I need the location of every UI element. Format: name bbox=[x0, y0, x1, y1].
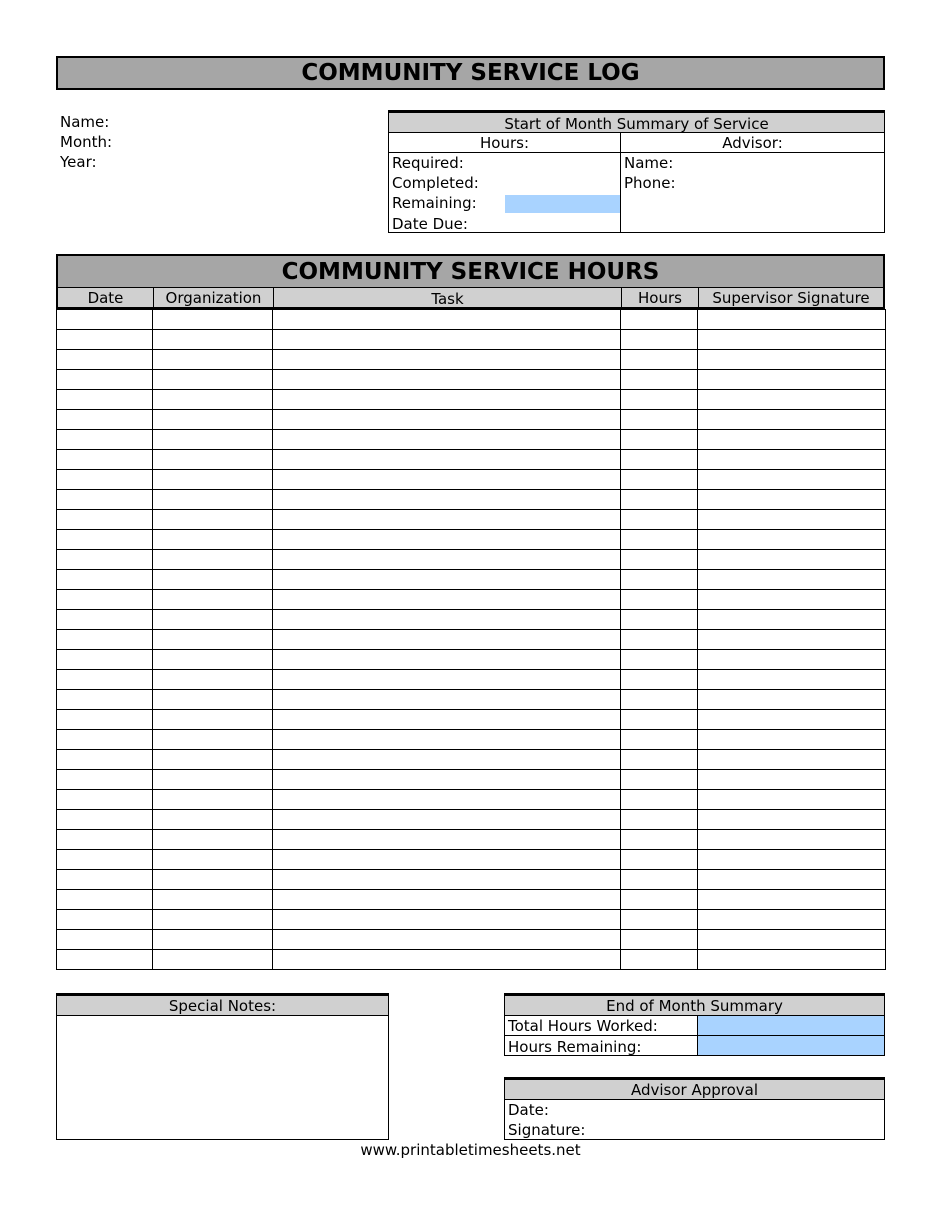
date-cell[interactable] bbox=[57, 710, 153, 730]
supervisor-signature-cell[interactable] bbox=[698, 470, 886, 490]
column-header-hours: Hours bbox=[622, 288, 699, 307]
hours-cell[interactable] bbox=[621, 590, 698, 610]
hours-cell[interactable] bbox=[621, 370, 698, 390]
hours-cell[interactable] bbox=[621, 450, 698, 470]
organization-cell[interactable] bbox=[153, 770, 273, 790]
table-row bbox=[57, 690, 886, 710]
task-cell[interactable] bbox=[273, 690, 621, 710]
supervisor-signature-cell[interactable] bbox=[698, 310, 886, 330]
completed-label: Completed: bbox=[392, 174, 479, 192]
hours-cell[interactable] bbox=[621, 630, 698, 650]
column-header-supervisor-signature: Supervisor Signature bbox=[712, 289, 870, 307]
end-summary-title: End of Month Summary bbox=[505, 994, 884, 1016]
organization-cell[interactable] bbox=[153, 530, 273, 550]
table-row bbox=[57, 630, 886, 650]
table-row bbox=[57, 450, 886, 470]
organization-cell[interactable] bbox=[153, 710, 273, 730]
supervisor-signature-cell[interactable] bbox=[698, 930, 886, 950]
hours-remaining-field[interactable] bbox=[698, 1036, 884, 1055]
footer-url[interactable]: www.printabletimesheets.net bbox=[360, 1141, 581, 1159]
date-cell[interactable] bbox=[57, 330, 153, 350]
hours-cell[interactable] bbox=[621, 310, 698, 330]
table-row bbox=[57, 470, 886, 490]
task-cell[interactable] bbox=[273, 830, 621, 850]
date-cell[interactable] bbox=[57, 850, 153, 870]
hours-cell[interactable] bbox=[621, 570, 698, 590]
organization-cell[interactable] bbox=[153, 490, 273, 510]
table-row bbox=[57, 650, 886, 670]
date-cell[interactable] bbox=[57, 930, 153, 950]
table-row bbox=[57, 550, 886, 570]
advisor-subheader: Advisor: bbox=[621, 133, 884, 153]
table-row bbox=[57, 890, 886, 910]
supervisor-signature-cell[interactable] bbox=[698, 430, 886, 450]
table-row bbox=[57, 870, 886, 890]
organization-cell[interactable] bbox=[153, 670, 273, 690]
supervisor-signature-cell[interactable] bbox=[698, 390, 886, 410]
organization-cell[interactable] bbox=[153, 630, 273, 650]
hours-cell[interactable] bbox=[621, 830, 698, 850]
table-row bbox=[57, 330, 886, 350]
task-cell[interactable] bbox=[273, 510, 621, 530]
date-cell[interactable] bbox=[57, 750, 153, 770]
supervisor-signature-cell[interactable] bbox=[698, 910, 886, 930]
task-cell[interactable] bbox=[273, 530, 621, 550]
hours-cell[interactable] bbox=[621, 730, 698, 750]
date-cell[interactable] bbox=[57, 870, 153, 890]
hours-cell[interactable] bbox=[621, 890, 698, 910]
task-cell[interactable] bbox=[273, 470, 621, 490]
supervisor-signature-cell[interactable] bbox=[698, 330, 886, 350]
advisor-approval-title: Advisor Approval bbox=[505, 1078, 884, 1100]
supervisor-signature-cell[interactable] bbox=[698, 950, 886, 970]
hours-cell[interactable] bbox=[621, 950, 698, 970]
column-header-organization: Organization bbox=[154, 288, 274, 307]
date-cell[interactable] bbox=[57, 610, 153, 630]
date-cell[interactable] bbox=[57, 430, 153, 450]
task-cell[interactable] bbox=[273, 750, 621, 770]
task-cell[interactable] bbox=[273, 350, 621, 370]
organization-cell[interactable] bbox=[153, 610, 273, 630]
task-cell[interactable] bbox=[273, 370, 621, 390]
table-row bbox=[57, 750, 886, 770]
task-cell[interactable] bbox=[273, 850, 621, 870]
table-row bbox=[57, 710, 886, 730]
supervisor-signature-cell[interactable] bbox=[698, 570, 886, 590]
table-row bbox=[57, 790, 886, 810]
organization-cell[interactable] bbox=[153, 330, 273, 350]
organization-cell[interactable] bbox=[153, 370, 273, 390]
hours-cell[interactable] bbox=[621, 350, 698, 370]
hours-cell[interactable] bbox=[621, 930, 698, 950]
supervisor-signature-cell[interactable] bbox=[698, 350, 886, 370]
organization-cell[interactable] bbox=[153, 950, 273, 970]
task-cell[interactable] bbox=[273, 610, 621, 630]
start-summary-title: Start of Month Summary of Service bbox=[389, 111, 884, 133]
task-cell[interactable] bbox=[273, 790, 621, 810]
hours-cell[interactable] bbox=[621, 850, 698, 870]
task-cell[interactable] bbox=[273, 710, 621, 730]
hours-section-title: COMMUNITY SERVICE HOURS bbox=[56, 254, 885, 288]
task-cell[interactable] bbox=[273, 430, 621, 450]
organization-cell[interactable] bbox=[153, 830, 273, 850]
hours-cell[interactable] bbox=[621, 810, 698, 830]
date-due-label: Date Due: bbox=[392, 215, 468, 233]
date-cell[interactable] bbox=[57, 630, 153, 650]
table-row bbox=[57, 670, 886, 690]
date-cell[interactable] bbox=[57, 770, 153, 790]
date-cell[interactable] bbox=[57, 670, 153, 690]
hours-cell[interactable] bbox=[621, 410, 698, 430]
remaining-field[interactable] bbox=[505, 195, 620, 213]
hours-cell[interactable] bbox=[621, 430, 698, 450]
supervisor-signature-cell[interactable] bbox=[698, 410, 886, 430]
table-row bbox=[57, 830, 886, 850]
organization-cell[interactable] bbox=[153, 390, 273, 410]
task-cell[interactable] bbox=[273, 870, 621, 890]
hours-subheader: Hours: bbox=[389, 133, 621, 153]
hours-cell[interactable] bbox=[621, 690, 698, 710]
supervisor-signature-cell[interactable] bbox=[698, 670, 886, 690]
supervisor-signature-cell[interactable] bbox=[698, 730, 886, 750]
date-cell[interactable] bbox=[57, 650, 153, 670]
organization-cell[interactable] bbox=[153, 350, 273, 370]
supervisor-signature-cell[interactable] bbox=[698, 490, 886, 510]
supervisor-signature-cell[interactable] bbox=[698, 870, 886, 890]
supervisor-signature-cell[interactable] bbox=[698, 830, 886, 850]
hours-cell[interactable] bbox=[621, 510, 698, 530]
supervisor-signature-cell[interactable] bbox=[698, 710, 886, 730]
special-notes-title: Special Notes: bbox=[57, 994, 388, 1016]
supervisor-signature-cell[interactable] bbox=[698, 750, 886, 770]
date-cell[interactable] bbox=[57, 810, 153, 830]
organization-cell[interactable] bbox=[153, 470, 273, 490]
table-row bbox=[57, 490, 886, 510]
task-cell[interactable] bbox=[273, 630, 621, 650]
task-cell[interactable] bbox=[273, 310, 621, 330]
task-cell[interactable] bbox=[273, 770, 621, 790]
task-cell[interactable] bbox=[273, 930, 621, 950]
date-cell[interactable] bbox=[57, 390, 153, 410]
end-summary-box bbox=[504, 993, 885, 1056]
hours-cell[interactable] bbox=[621, 770, 698, 790]
date-cell[interactable] bbox=[57, 950, 153, 970]
hours-cell[interactable] bbox=[621, 470, 698, 490]
hours-cell[interactable] bbox=[621, 870, 698, 890]
table-row bbox=[57, 430, 886, 450]
supervisor-signature-cell[interactable] bbox=[698, 370, 886, 390]
table-row bbox=[57, 950, 886, 970]
supervisor-signature-cell[interactable] bbox=[698, 850, 886, 870]
date-cell[interactable] bbox=[57, 890, 153, 910]
organization-cell[interactable] bbox=[153, 930, 273, 950]
hours-cell[interactable] bbox=[621, 490, 698, 510]
task-cell[interactable] bbox=[273, 670, 621, 690]
advisor-phone-label: Phone: bbox=[624, 174, 676, 192]
date-cell[interactable] bbox=[57, 550, 153, 570]
organization-cell[interactable] bbox=[153, 690, 273, 710]
task-cell[interactable] bbox=[273, 590, 621, 610]
organization-cell[interactable] bbox=[153, 650, 273, 670]
hours-cell[interactable] bbox=[621, 610, 698, 630]
task-cell[interactable] bbox=[273, 450, 621, 470]
table-row bbox=[57, 930, 886, 950]
year-label: Year: bbox=[60, 153, 97, 171]
column-header-date: Date bbox=[58, 288, 154, 307]
task-cell[interactable] bbox=[273, 730, 621, 750]
advisor-name-label: Name: bbox=[624, 154, 674, 172]
table-row bbox=[57, 910, 886, 930]
organization-cell[interactable] bbox=[153, 750, 273, 770]
hours-cell[interactable] bbox=[621, 530, 698, 550]
hours-cell[interactable] bbox=[621, 910, 698, 930]
supervisor-signature-cell[interactable] bbox=[698, 530, 886, 550]
month-label: Month: bbox=[60, 133, 113, 151]
organization-cell[interactable] bbox=[153, 430, 273, 450]
table-row bbox=[57, 730, 886, 750]
table-row bbox=[57, 510, 886, 530]
date-cell[interactable] bbox=[57, 590, 153, 610]
date-cell[interactable] bbox=[57, 490, 153, 510]
table-row bbox=[57, 390, 886, 410]
hours-cell[interactable] bbox=[621, 670, 698, 690]
total-hours-field[interactable] bbox=[698, 1016, 884, 1035]
supervisor-signature-cell[interactable] bbox=[698, 810, 886, 830]
table-row bbox=[57, 350, 886, 370]
hours-table-header bbox=[56, 287, 885, 309]
organization-cell[interactable] bbox=[153, 450, 273, 470]
approval-signature-label: Signature: bbox=[508, 1121, 586, 1139]
task-cell[interactable] bbox=[273, 810, 621, 830]
name-label: Name: bbox=[60, 113, 110, 131]
supervisor-signature-cell[interactable] bbox=[698, 630, 886, 650]
date-cell[interactable] bbox=[57, 350, 153, 370]
page-title: COMMUNITY SERVICE LOG bbox=[56, 56, 885, 90]
table-row bbox=[57, 530, 886, 550]
approval-date-label: Date: bbox=[508, 1101, 549, 1119]
table-row bbox=[57, 310, 886, 330]
organization-cell[interactable] bbox=[153, 410, 273, 430]
hours-cell[interactable] bbox=[621, 750, 698, 770]
task-cell[interactable] bbox=[273, 490, 621, 510]
task-cell[interactable] bbox=[273, 650, 621, 670]
organization-cell[interactable] bbox=[153, 570, 273, 590]
table-row bbox=[57, 850, 886, 870]
date-cell[interactable] bbox=[57, 790, 153, 810]
table-row bbox=[57, 770, 886, 790]
summary-divider bbox=[620, 153, 621, 232]
hours-table-body bbox=[56, 309, 885, 970]
organization-cell[interactable] bbox=[153, 850, 273, 870]
date-cell[interactable] bbox=[57, 530, 153, 550]
supervisor-signature-cell[interactable] bbox=[698, 790, 886, 810]
task-cell[interactable] bbox=[273, 390, 621, 410]
task-cell[interactable] bbox=[273, 550, 621, 570]
task-cell[interactable] bbox=[273, 330, 621, 350]
organization-cell[interactable] bbox=[153, 590, 273, 610]
advisor-approval-box bbox=[504, 1077, 885, 1140]
task-cell[interactable] bbox=[273, 950, 621, 970]
hours-cell[interactable] bbox=[621, 790, 698, 810]
date-cell[interactable] bbox=[57, 570, 153, 590]
date-cell[interactable] bbox=[57, 370, 153, 390]
supervisor-signature-cell[interactable] bbox=[698, 690, 886, 710]
hours-cell[interactable] bbox=[621, 550, 698, 570]
supervisor-signature-cell[interactable] bbox=[698, 610, 886, 630]
required-label: Required: bbox=[392, 154, 464, 172]
organization-cell[interactable] bbox=[153, 890, 273, 910]
hours-cell[interactable] bbox=[621, 650, 698, 670]
date-cell[interactable] bbox=[57, 690, 153, 710]
total-hours-label: Total Hours Worked: bbox=[508, 1017, 658, 1035]
table-row bbox=[57, 410, 886, 430]
date-cell[interactable] bbox=[57, 730, 153, 750]
remaining-label: Remaining: bbox=[392, 194, 477, 212]
supervisor-signature-cell[interactable] bbox=[698, 770, 886, 790]
supervisor-signature-cell[interactable] bbox=[698, 450, 886, 470]
date-cell[interactable] bbox=[57, 470, 153, 490]
organization-cell[interactable] bbox=[153, 790, 273, 810]
table-row bbox=[57, 590, 886, 610]
table-row bbox=[57, 810, 886, 830]
date-cell[interactable] bbox=[57, 450, 153, 470]
supervisor-signature-cell[interactable] bbox=[698, 590, 886, 610]
table-row bbox=[57, 370, 886, 390]
organization-cell[interactable] bbox=[153, 510, 273, 530]
date-cell[interactable] bbox=[57, 830, 153, 850]
supervisor-signature-cell[interactable] bbox=[698, 890, 886, 910]
date-cell[interactable] bbox=[57, 510, 153, 530]
date-cell[interactable] bbox=[57, 310, 153, 330]
hours-cell[interactable] bbox=[621, 390, 698, 410]
supervisor-signature-cell[interactable] bbox=[698, 510, 886, 530]
special-notes-box[interactable] bbox=[56, 993, 389, 1140]
column-header-task: Task bbox=[274, 288, 622, 307]
task-cell[interactable] bbox=[273, 570, 621, 590]
hours-cell[interactable] bbox=[621, 330, 698, 350]
table-row bbox=[57, 610, 886, 630]
supervisor-signature-cell[interactable] bbox=[698, 550, 886, 570]
task-cell[interactable] bbox=[273, 910, 621, 930]
organization-cell[interactable] bbox=[153, 870, 273, 890]
table-row bbox=[57, 570, 886, 590]
date-cell[interactable] bbox=[57, 910, 153, 930]
organization-cell[interactable] bbox=[153, 550, 273, 570]
supervisor-signature-cell[interactable] bbox=[698, 650, 886, 670]
start-summary-box bbox=[388, 110, 885, 233]
organization-cell[interactable] bbox=[153, 730, 273, 750]
date-cell[interactable] bbox=[57, 410, 153, 430]
hours-remaining-label: Hours Remaining: bbox=[508, 1038, 642, 1056]
organization-cell[interactable] bbox=[153, 910, 273, 930]
task-cell[interactable] bbox=[273, 410, 621, 430]
hours-cell[interactable] bbox=[621, 710, 698, 730]
organization-cell[interactable] bbox=[153, 810, 273, 830]
organization-cell[interactable] bbox=[153, 310, 273, 330]
task-cell[interactable] bbox=[273, 890, 621, 910]
